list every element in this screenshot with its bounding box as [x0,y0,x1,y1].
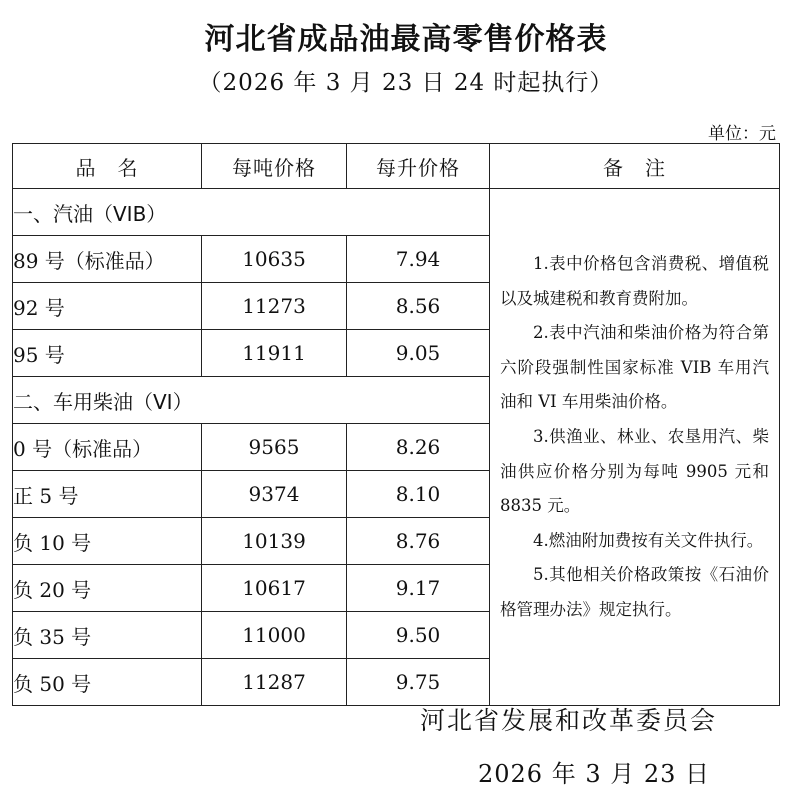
price-per-liter: 8.26 [347,424,490,471]
product-name: 0 号（标准品） [13,424,202,471]
product-name: 负 50 号 [13,659,202,706]
issue-date: 2026 年 3 月 23 日 [478,760,711,788]
note-item: 3.供渔业、林业、农垦用汽、柴油供应价格分别为每吨 9905 元和 8835 元。 [500,426,769,516]
price-per-liter: 9.50 [347,612,490,659]
note-item: 5.其他相关价格政策按《石油价格管理办法》规定执行。 [500,565,769,619]
price-table [12,143,780,706]
section-label: 二、车用柴油（VI） [13,377,490,424]
product-name: 89 号（标准品） [13,236,202,283]
product-name: 95 号 [13,330,202,377]
note-item: 2.表中汽油和柴油价格为符合第六阶段强制性国家标准 VIB 车用汽油和 VI 车用柴油价格。 [500,323,769,412]
price-per-liter: 9.75 [347,659,490,706]
product-name: 负 10 号 [13,518,202,565]
price-per-ton: 10617 [202,565,347,612]
price-per-ton: 11000 [202,612,347,659]
product-name: 负 20 号 [13,565,202,612]
price-per-ton: 9374 [202,471,347,518]
price-per-liter: 8.76 [347,518,490,565]
product-name: 负 35 号 [13,612,202,659]
product-name: 正 5 号 [13,471,202,518]
header-per-liter: 每升价格 [347,144,490,189]
notes-cell [490,189,780,706]
product-name: 92 号 [13,283,202,330]
price-per-liter: 7.94 [347,236,490,283]
issuing-authority: 河北省发展和改革委员会 [420,706,718,735]
header-per-ton: 每吨价格 [202,144,347,189]
price-per-ton: 10139 [202,518,347,565]
price-per-ton: 9565 [202,424,347,471]
effective-date-subtitle: （2026 年 3 月 23 日 24 时起执行） [198,70,614,96]
section-row-gasoline [13,189,780,236]
price-per-liter: 8.56 [347,283,490,330]
header-notes: 备 注 [490,144,780,189]
header-name: 品 名 [13,144,202,189]
notes-list [490,189,779,628]
document-title: 河北省成品油最高零售价格表 [204,22,608,57]
price-per-liter: 9.17 [347,565,490,612]
note-item: 1.表中价格包含消费税、增值税以及城建税和教育费附加。 [500,254,769,308]
price-per-liter: 9.05 [347,330,490,377]
unit-label: 单位：元 [708,124,776,144]
price-per-ton: 10635 [202,236,347,283]
section-label: 一、汽油（VIB） [13,189,490,236]
price-per-ton: 11273 [202,283,347,330]
note-item: 4.燃油附加费按有关文件执行。 [533,530,764,550]
price-per-ton: 11287 [202,659,347,706]
table-header-row [13,144,780,189]
price-per-liter: 8.10 [347,471,490,518]
price-per-ton: 11911 [202,330,347,377]
